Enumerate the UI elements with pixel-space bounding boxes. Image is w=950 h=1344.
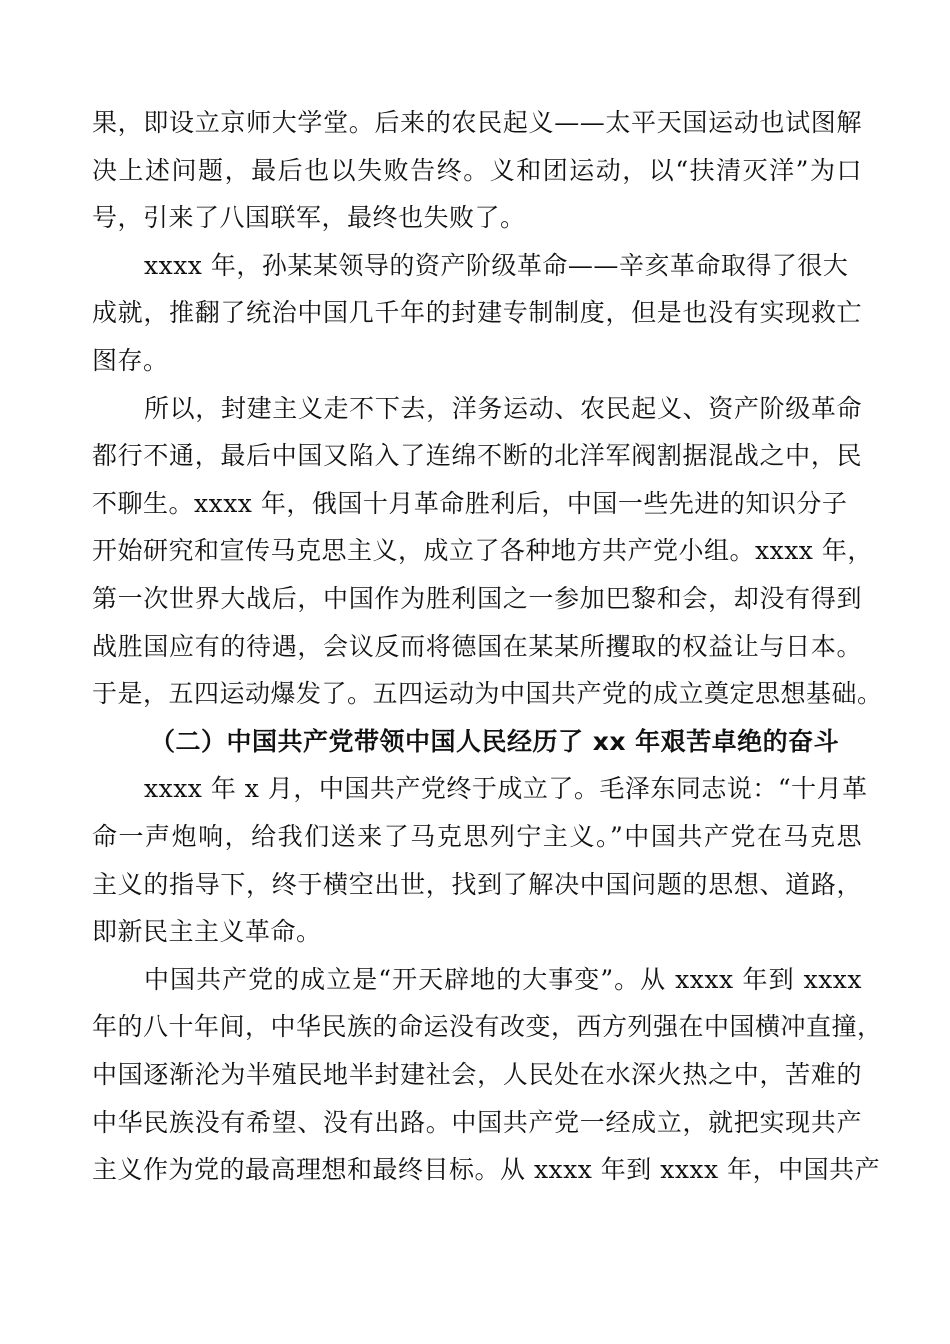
text-line: 主义作为党的最高理想和最终目标。从 xxxx 年到 xxxx 年，中国共产 [92,1155,881,1184]
text-line: xxxx 年 x 月，中国共产党终于成立了。毛泽东同志说：“十月革 [144,774,868,803]
text-line: 主义的指导下，终于横空出世，找到了解决中国问题的思想、道路， [92,870,862,899]
text-line: 不聊生。xxxx 年，俄国十月革命胜利后，中国一些先进的知识分子 [92,489,848,518]
text-line: 果，即设立京师大学堂。后来的农民起义——太平天国运动也试图解 [92,108,862,137]
text-line: 第一次世界大战后，中国作为胜利国之一参加巴黎和会，却没有得到 [92,584,862,613]
text-line: 年的八十年间，中华民族的命运没有改变，西方列强在中国横冲直撞， [92,1012,883,1041]
text-line: 中国逐渐沦为半殖民地半封建社会，人民处在水深火热之中，苦难的 [92,1060,862,1089]
text-line: 图存。 [92,346,169,375]
text-line: 中国共产党的成立是“开天辟地的大事变”。从 xxxx 年到 xxxx [144,965,862,994]
text-line: 中华民族没有希望、没有出路。中国共产党一经成立，就把实现共产 [92,1108,862,1137]
text-line: 都行不通，最后中国又陷入了连绵不断的北洋军阀割据混战之中，民 [92,441,862,470]
text-line: 即新民主主义革命。 [92,917,322,946]
text-line: 号，引来了八国联军，最终也失败了。 [92,203,526,232]
text-line: 战胜国应有的待遇，会议反而将德国在某某所攫取的权益让与日本。 [92,632,862,661]
text-line: 开始研究和宣传马克思主义，成立了各种地方共产党小组。xxxx 年， [92,536,873,565]
text-line: xxxx 年，孙某某领导的资产阶级革命——辛亥革命取得了很大 [144,251,849,280]
text-line: 决上述问题，最后也以失败告终。义和团运动，以“扶清灭洋”为口 [92,156,862,185]
text-line: 成就，推翻了统治中国几千年的封建专制制度，但是也没有实现救亡 [92,298,862,327]
text-line: 于是，五四运动爆发了。五四运动为中国共产党的成立奠定思想基础。 [92,679,883,708]
text-line: 所以，封建主义走不下去，洋务运动、农民起义、资产阶级革命 [144,394,862,423]
text-line: 命一声炮响，给我们送来了马克思列宁主义。”中国共产党在马克思 [92,822,862,851]
section-heading: （二）中国共产党带领中国人民经历了 xx 年艰苦卓绝的奋斗 [150,727,840,756]
